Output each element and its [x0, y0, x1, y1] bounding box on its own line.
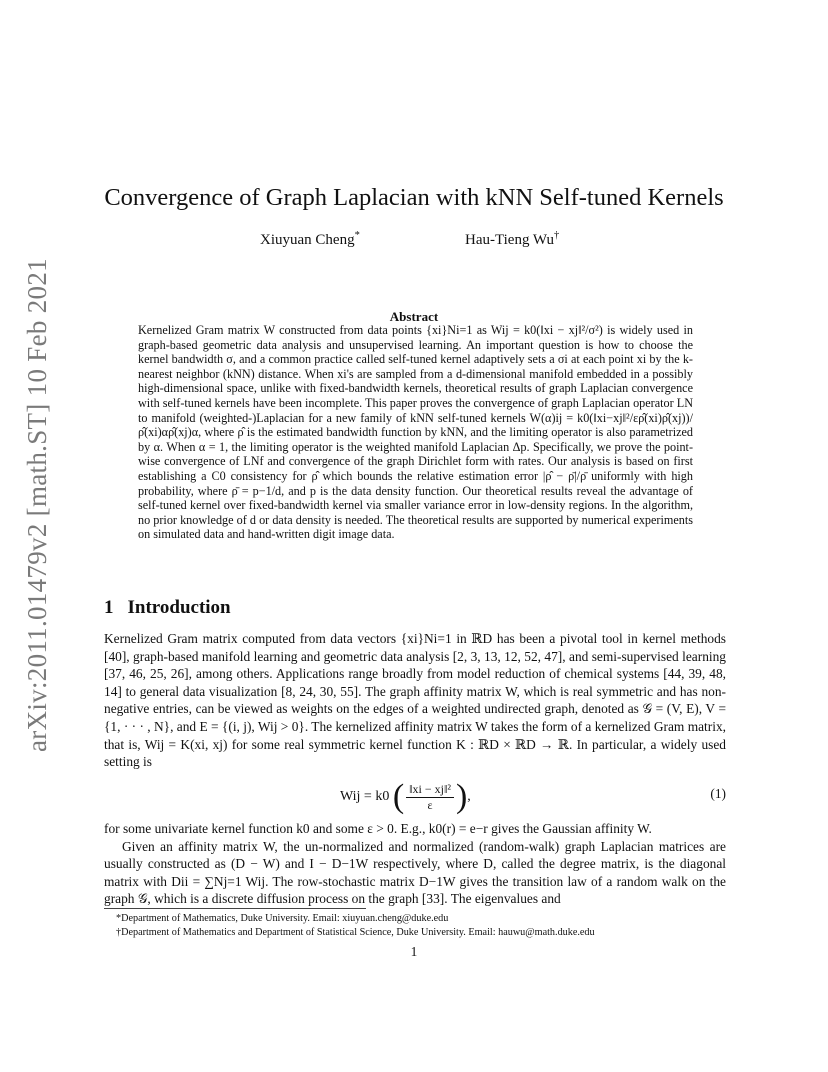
after-equation-text: for some univariate kernel function k0 and some ε > 0. E.g., k0(r) = e−r gives the Gaussian affinity W. — [104, 821, 652, 836]
arxiv-side-stamp: arXiv:2011.01479v2 [math.ST] 10 Feb 2021 — [22, 258, 52, 752]
abstract-text: Kernelized Gram matrix W constructed from data points {xi}Ni=1 as Wij = k0(‖xi − xj‖²/σ²) is widely used in graph-based geometric data analysis and unsupervised learning. An important question is how to choose the kernel bandwidth σ, and a common practice called self-tuned kernel adaptively sets a σi at each point xi by the k-nearest neighbor (kNN) distance. When xi's are sampled from a d-dimensional manifold embedded in a possibly high-dimensional space, unlike with fixed-bandwidth kernels, theoretical results of graph Laplacian convergence with self-tuned kernels have been incomplete. This paper proves the convergence of graph Laplacian operator LN to manifold (weighted-)Laplacian for a new family of kNN self-tuned kernels W(α)ij = k0(‖xi−xj‖²/ερ̂(xi)ρ̂(xj))/ρ̂(xi)αρ̂(xj)α, where ρ̂ is the estimated bandwidth function by kNN, and the limiting operator is also parametrized by α. When α = 1, the limiting operator is the weighted manifold Laplacian Δp. Specifically, we prove the point-wise convergence of LNf and convergence of the graph Dirichlet form with rates. Our analysis is based on first establishing a C0 consistency for ρ̂ which bounds the relative estimation error |ρ̂ − ρ̄|/ρ̄ uniformly with high probability, where ρ̄ = p−1/d, and p is the data density function. Our theoretical results reveal the advantage of self-tuned kernel over fixed-bandwidth kernel via smaller variance error in low-density regions. In the algorithm, no prior knowledge of d or data density is needed. The theoretical results are supported by numerical experiments on simulated data and hand-written digit image data. — [138, 323, 693, 542]
equation-denominator: ε — [427, 797, 433, 812]
section-title: Introduction — [127, 597, 231, 618]
paper-title: Convergence of Graph Laplacian with kNN Self-tuned Kernels — [104, 184, 724, 211]
footnote-2: †Department of Mathematics and Department of Statistical Science, Duke University. Email: hauwu@math.duke.edu — [116, 927, 595, 938]
equation-fraction — [406, 782, 454, 813]
footnote-rule — [104, 908, 366, 909]
body-after-equation — [104, 820, 726, 908]
section-heading — [104, 597, 231, 619]
equation-body: Wij = k0 ( $\frac{\text{‖xi − xj‖²}}{\varepsilon}$ ), — [340, 778, 471, 815]
equation-1 — [104, 770, 726, 820]
equation-numerator: ‖xi − xj‖² — [406, 782, 454, 798]
footnote-1: *Department of Mathematics, Duke University. Email: xiuyuan.cheng@duke.edu — [116, 913, 449, 924]
abstract-heading: Abstract — [389, 309, 439, 324]
author-1: Xiuyuan Cheng* — [260, 230, 360, 248]
intro-paragraph: Kernelized Gram matrix computed from data vectors {xi}Ni=1 in ℝD has been a pivotal tool in kernel methods [40], graph-based manifold learning and geometric data analysis [2, 3, 13, 12, 52, 47], and semi-supervised learning [37, 46, 25, 26], among others. Applications range broadly from model reduction of chemical systems [44, 39, 48, 14] to general data visualization [8, 24, 30, 55]. The graph affinity matrix W, which is real symmetric and has non-negative entries, can be viewed as weights on the edges of a weighted undirected graph, denoted as 𝒢 = (V, E), V = {1, · · · , N}, and E = {(i, j), Wij > 0}. The kernelized affinity matrix W takes the form of a kernelized Gram matrix, that is, Wij = K(xi, xj) for some real symmetric kernel function K : ℝD × ℝD → ℝ. In particular, a widely used setting is — [104, 631, 726, 770]
section-number: 1 — [104, 597, 114, 618]
author-2: Hau-Tieng Wu† — [465, 230, 560, 248]
footnotes — [104, 912, 726, 940]
page-number: 1 — [410, 944, 418, 959]
equation-number: (1) — [710, 786, 726, 801]
second-paragraph: Given an affinity matrix W, the un-normalized and normalized (random-walk) graph Laplacian matrices are usually constructed as (D − W) and I − D−1W respectively, where D, called the degree matrix, is the diagonal matrix with Dii = ∑Nj=1 Wij. The row-stochastic matrix D−1W gives the transition law of a random walk on the graph 𝒢, which is a discrete diffusion process on the graph [33]. The eigenvalues and — [104, 838, 726, 907]
equation-lhs: Wij = k0 — [340, 789, 390, 805]
